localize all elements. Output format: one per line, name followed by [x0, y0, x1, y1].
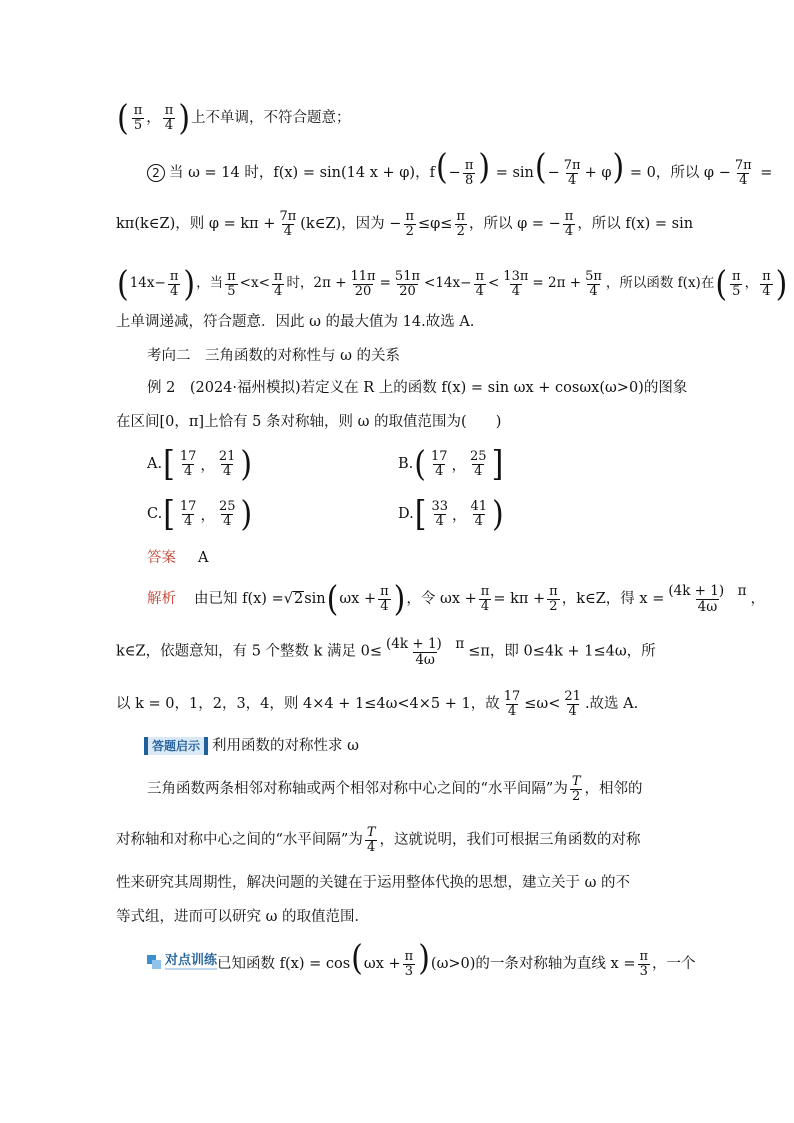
hint-title: 利用函数的对称性求 ω	[212, 737, 359, 754]
training-tag: 对点训练	[147, 952, 217, 972]
answer-value: A	[198, 549, 209, 566]
hint-paragraph-line-1: 三角函数两条相邻对称轴或两个相邻对称中心之间的“水平间隔”为 $\frac{T}{2}$ ，相邻的	[147, 773, 643, 804]
option-a: A. [ $\frac{17}{4}$ ， $\frac{21}{4}$ )	[147, 443, 253, 485]
option-b: B. ( $\frac{17}{4}$ ， $\frac{25}{4}$ ]	[398, 443, 504, 485]
solution-line-2: k∈Z，依题意知，有 5 个整数 k 满足 0≤ $\frac{(4k + 1) \pi}{4\omega}$ ≤π，即 0≤4k + 1≤4ω，所	[116, 636, 656, 668]
solution-line-3: 以 k = 0，1，2，3，4，则 4×4 + 1≤4ω<4×5 + 1，故 $\frac{17}{4}$ ≤ω< $\frac{21}{4}$ .故选 A.	[116, 688, 639, 719]
training-squares-icon	[147, 955, 161, 969]
text-line-1: ( $\frac{\pi}{5}$ ， $\frac{\pi}{4}$ ) 上不单调，不符合题意；	[117, 97, 351, 139]
section-heading: 考向二 三角函数的对称性与 ω 的关系	[147, 347, 401, 364]
fraction-pi-4: $\frac{\pi}{4}$	[164, 102, 174, 133]
text-segment: 上不单调，不符合题意；	[191, 109, 351, 126]
option-d: D. [ $\frac{33}{4}$ ， $\frac{41}{4}$ )	[398, 493, 504, 535]
text-line-4: ( 14x− $\frac{\pi}{4}$ ) ，当 $\frac{\pi}{5}$ <x< $\frac{\pi}{4}$ 时，2π + $\frac{11\pi}{20}$ = $\frac{51\pi}{20}$ <14x− $\frac{\pi}{4}$ < $\frac{13\pi}{4}$ = 2π + $\frac{5\pi}{4}$ ，所以函数 f(x)在 ( $\frac{\pi}{5}$ ， $\frac{\pi}{4}$ )	[117, 263, 788, 305]
training-line: 对点训练 已知函数 f(x) = cos(ωx + $\frac{\pi}{3}$ )(ω>0)的一条对称轴为直线 x = $\frac{\pi}{3}$ ，一个	[147, 942, 678, 982]
hint-paragraph-line-2: 对称轴和对称中心之间的“水平间隔”为 $\frac{T}{4}$ ，这就说明，我们可根据三角函数的对称	[116, 824, 641, 855]
option-c: C. [ $\frac{17}{4}$ ， $\frac{25}{4}$ )	[147, 493, 253, 535]
answer-line	[147, 538, 678, 578]
circled-number: 2	[147, 164, 165, 182]
example-line-1: 例 2 (2024·福州模拟)若定义在 R 上的函数 f(x) = sin ωx + cosωx(ω>0)的图象	[147, 379, 688, 396]
solution-line-1: 解析 由已知 f(x) = √ 2 sin ( ωx + $\frac{\pi}{4}$ ) ，令 ωx + $\frac{\pi}{4}$ = kπ + $\frac{\pi}{2}$ ，k∈Z，得 x = $\frac{(4k + 1) \pi}{4\omega}$ ，	[147, 578, 766, 620]
text-line-5: 上单调递减，符合题意．因此 ω 的最大值为 14.故选 A.	[116, 313, 475, 330]
hint-header	[144, 726, 706, 766]
answer-label: 答案	[147, 549, 176, 566]
example-line-2: 在区间[0，π]上恰有 5 条对称轴，则 ω 的取值范围为( )	[116, 413, 502, 430]
text-line-2: 2 当 ω = 14 时，f(x) = sin(14 x + φ)，f(− $\frac{\pi}{8}$ ) = sin(− $\frac{7\pi}{4}$ + φ) = 0，所以 φ − $\frac{7\pi}{4}$ =	[147, 151, 678, 191]
hint-tag: 答题启示	[144, 737, 208, 755]
fraction-pi-5: $\frac{\pi}{5}$	[133, 102, 143, 133]
text-line-3: kπ(k∈Z)，则 φ = kπ + $\frac{7\pi}{4}$ (k∈Z)，因为 − $\frac{\pi}{2}$ ≤φ≤ $\frac{\pi}{2}$ ，所以 φ = − $\frac{\pi}{4}$ ，所以 f(x) = sin	[116, 208, 694, 239]
hint-paragraph-line-3: 性来研究其周期性，解决问题的关键在于运用整体代换的思想，建立关于 ω 的不	[116, 874, 631, 891]
hint-paragraph-line-4: 等式组，进而可以研究 ω 的取值范围．	[116, 908, 370, 925]
solution-label: 解析	[147, 590, 176, 607]
